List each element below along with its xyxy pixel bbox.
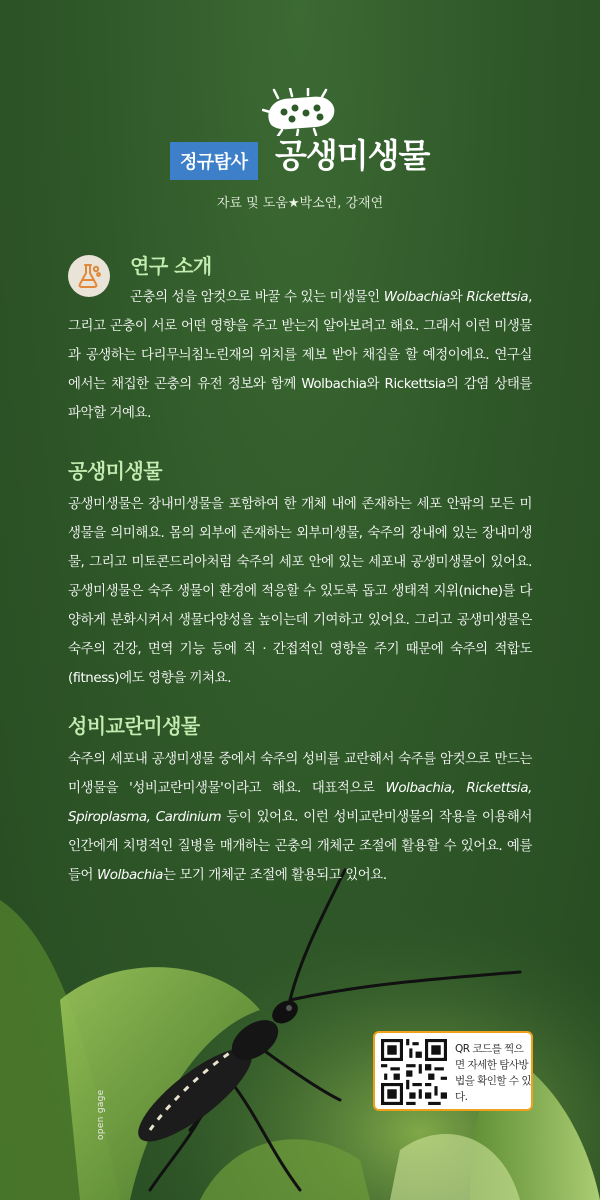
section-body-symbiont: 공생미생물은 장내미생물을 포함하여 한 개체 내에 존재하는 세포 안팎의 모든 미생물을 의미해요. 몸의 외부에 존재하는 외부미생물, 숙주의 장내에 있는 장내미생물, 그리고 미토콘드리아처럼 숙주의 세포 안에 있는 세포내 공생미생물이 있어요. 공생미생물은 숙주 생물이 환경에 적응할 수 있도록 돕고 생태적 지위(niche)를 다양하게 분화시켜서 생물다양성을 높이는데 기여하고 있어요. 그리고 공생미생물은 숙주의 건강, 면역 기능 등에 직 · 간접적인 영향을 주기 때문에 숙주의 적합도(fitness)에도 영향을 끼쳐요.	[68, 497, 532, 686]
credit-line: 자료 및 도움★박소연, 강재연	[216, 196, 384, 211]
bacteria-icon	[262, 88, 340, 136]
category-badge: 정규탐사	[170, 142, 258, 180]
qr-instruction: QR 코드를 찍으면 자세한 탐사방법을 확인할 수 있다.	[455, 1043, 532, 1103]
section-body-intro: 곤충의 성을 암컷으로 바꿀 수 있는 미생물인 Wolbachia와 Rickettsia, 그리고 곤충이 서로 어떤 영향을 주고 받는지 알아보려고 해요. 그래서 이런 미생물과 공생하는 다리무늬침노린재의 위치를 제보 받아 채집을 할 예정이에요. 연구실에서는 채집한 곤충의 유전 정보와 함께 Wolbachia와 Rickettsia의 감염 상태를 파악할 거예요.	[68, 290, 532, 421]
qr-code-icon[interactable]	[381, 1039, 447, 1105]
section-title-intro: 연구 소개	[130, 254, 212, 278]
section-title-symbiont: 공생미생물	[68, 459, 163, 483]
qr-panel[interactable]	[373, 1031, 533, 1111]
section-title-sex-ratio: 성비교란미생물	[68, 714, 200, 738]
section-symbiont	[68, 455, 532, 693]
section-body-sex-ratio: 숙주의 세포내 공생미생물 중에서 숙주의 성비를 교란해서 숙주를 암컷으로 만드는 미생물을 '성비교란미생물'이라고 해요. 대표적으로 Wolbachia, Rickettsia, Spiroplasma, Cardinium 등이 있어요. 이런 성비교란미생물의 작용을 이용해서 인간에게 치명적인 질병을 매개하는 곤충의 개체군 조절에 활용할 수 있어요. 예를 들어 Wolbachia는 모기 개체군 조절에 활용되고 있어요.	[68, 752, 532, 883]
page-title: 공생미생물	[275, 136, 430, 175]
photo-credit: open gage	[96, 1089, 106, 1140]
section-sex-ratio	[68, 710, 532, 890]
section-intro	[68, 250, 532, 428]
